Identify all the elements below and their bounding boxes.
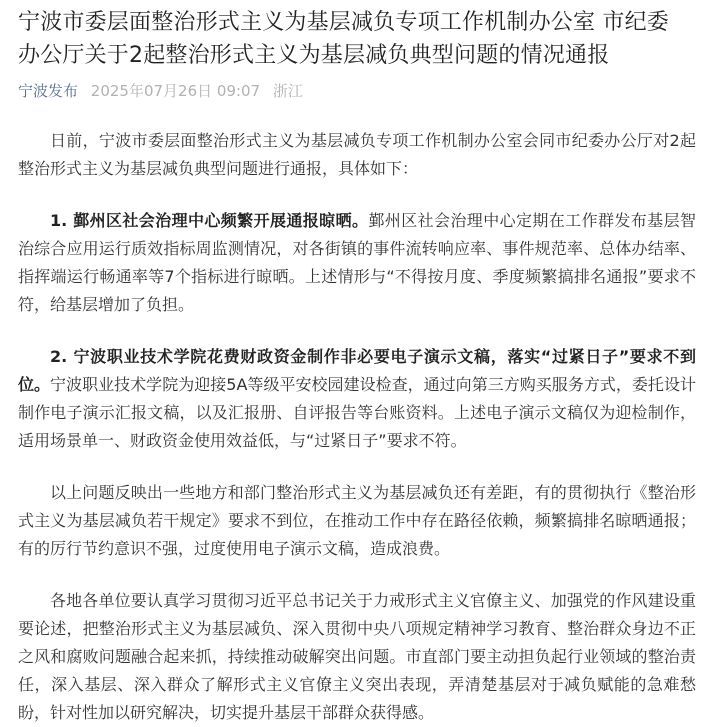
article-title [18,6,696,72]
paragraph-requirement: 各地各单位要认真学习贯彻习近平总书记关于力戒形式主义官僚主义、加强党的作风建设重要论述，把整治形式主义为基层减负、深入贯彻中央八项规定精神学习教育、整治群众身边不正之风和腐败问题融合起来抓，持续推动破解突出问题。市直部门要主动担负起行业领域的整治责任，深入基层、深入群众了解形式主义官僚主义突出表现，弄清楚基层对于减负赋能的急难愁盼，针对性加以研究解决，切实提升基层干部群众获得感。 [18,591,696,722]
account-name-link[interactable]: 宁波发布 [18,82,79,100]
paragraph-case-1 [18,207,696,319]
title-line-1: 宁波市委层面整治形式主义为基层减负专项工作机制办公室 市纪委 [18,10,669,35]
article-content [18,127,696,727]
article-meta [18,81,696,101]
publish-time: 2025年07月26日 09:07 [90,82,261,100]
case-1-heading: 1. 鄞州区社会治理中心频繁开展通报晾晒。 [50,211,369,230]
paragraph-analysis: 以上问题反映出一些地方和部门整治形式主义为基层减负还有差距，有的贯彻执行《整治形式主义为基层减负若干规定》要求不到位，在推动工作中存在路径依赖，频繁搞排名晾晒通报；有的厉行节约意识不强，过度使用电子演示文稿，造成浪费。 [18,483,696,558]
title-line-2: 办公厅关于2起整治形式主义为基层减负典型问题的情况通报 [18,43,610,68]
paragraph-intro: 日前，宁波市委层面整治形式主义为基层减负专项工作机制办公室会同市纪委办公厅对2起整治形式主义为基层减负典型问题进行通报，具体如下： [18,131,696,178]
publish-location: 浙江 [272,82,303,100]
case-2-body: 宁波职业技术学院为迎接5A等级平安校园建设检查，通过向第三方购买服务方式，委托设计制作电子演示汇报文稿，以及汇报册、自评报告等台账资料。上述电子演示文稿仅为迎检制作，适用场景单一、财政资金使用效益低，与“过紧日子”要求不符。 [18,375,696,450]
case-1-body: 鄞州区社会治理中心定期在工作群发布基层智治综合应用运行质效指标周监测情况，对各街镇的事件流转响应率、事件规范率、总体办结率、指挥端运行畅通率等7个指标进行晾晒。上述情形与“不得按月度、季度频繁搞排名通报”要求不符，给基层增加了负担。 [18,211,696,314]
case-2-heading: 2. 宁波职业技术学院花费财政资金制作非必要电子演示文稿，落实“过紧日子”要求不到位。 [18,347,696,394]
paragraph-case-2 [18,343,696,455]
